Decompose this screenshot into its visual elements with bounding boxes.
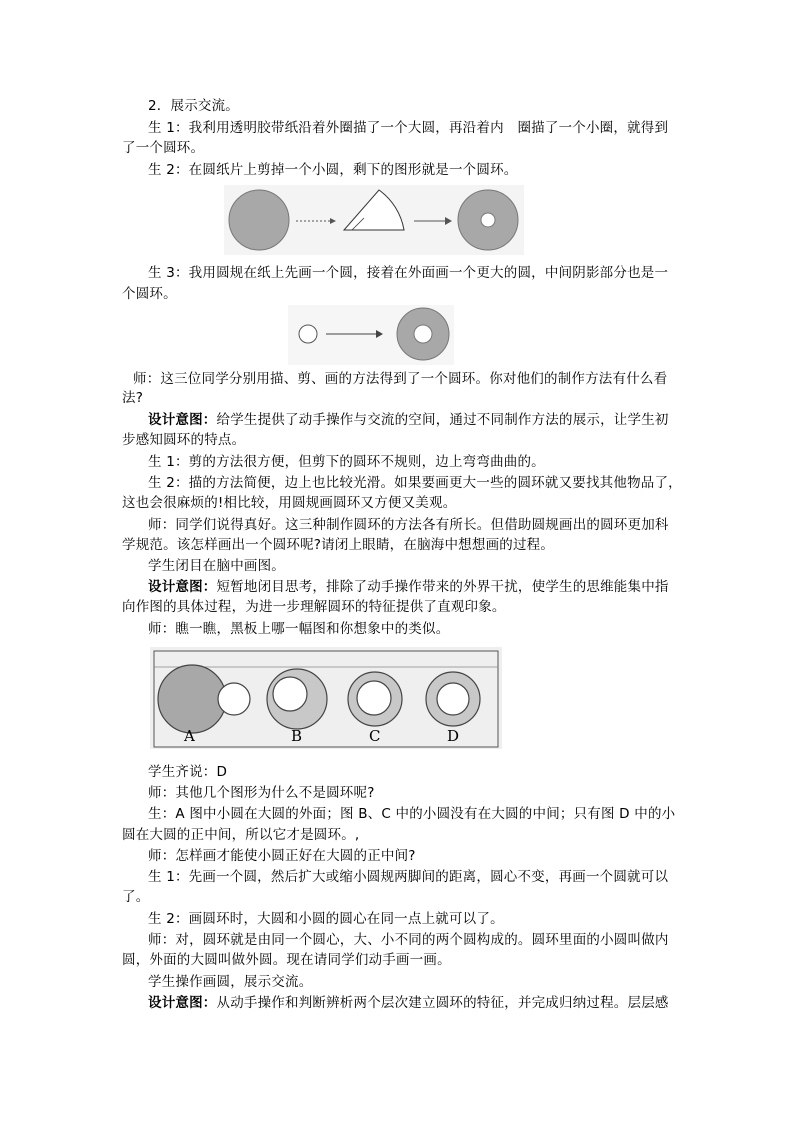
label-b: B xyxy=(291,727,303,745)
option-c-figure xyxy=(348,672,402,726)
text-line: 生 1：我利用透明胶带纸沿着外圈描了一个大圆，再沿着内 圈描了一个小圈，就得到 xyxy=(148,120,669,136)
text-line: 学生齐说：D xyxy=(148,764,228,780)
text-line: 向作图的具体过程，为进一步理解圆环的特征提供了直观印象。 xyxy=(122,599,506,615)
text-line: 生 3：我用圆规在纸上先画一个圆，接着在外面画一个更大的圆，中间阴影部分也是一 xyxy=(148,265,669,281)
text-line: 设计意图：从动手操作和判断辨析两个层次建立圆环的特征，并完成归纳过程。层层感 xyxy=(148,995,669,1011)
text-line: 设计意图：给学生提供了动手操作与交流的空间，通过不同制作方法的展示，让学生初 xyxy=(148,412,669,428)
text-line: 师：对，圆环就是由同一个圆心，大、小不同的两个圆构成的。圆环里面的小圆叫做内 xyxy=(148,932,669,948)
text-line: 了。 xyxy=(122,889,150,905)
text-line: 生 2：描的方法简便，边上也比较光滑。如果要画更大一些的圆环就又要找其他物品了， xyxy=(148,475,682,491)
text-line: 师：这三位同学分别用描、剪、画的方法得到了一个圆环。你对他们的制作方法有什么看 xyxy=(133,371,668,387)
text-line: 师：怎样画才能使小圆正好在大圆的正中间? xyxy=(148,848,416,864)
text-line: 设计意图：短暂地闭目思考，排除了动手操作带来的外界干扰，使学生的思维能集中指 xyxy=(148,579,669,595)
label-c: C xyxy=(369,727,381,745)
label-d: D xyxy=(447,727,460,745)
text-line: 学生操作画圆，展示交流。 xyxy=(148,974,313,990)
bold-label: 设计意图： xyxy=(148,579,217,595)
text-line: 了一个圆环。 xyxy=(122,140,205,156)
option-b-figure xyxy=(267,669,327,729)
text-line: 圆，外面的大圆叫做外圆。现在请同学们动手画一画。 xyxy=(122,952,451,968)
text-line: 生 1：剪的方法很方便，但剪下的圆环不规则，边上弯弯曲曲的。 xyxy=(148,454,545,470)
figure-circle-options xyxy=(150,647,502,749)
text-line: 这也会很麻烦的!相比较，用圆规画圆环又方便又美观。 xyxy=(122,495,457,511)
text-line: 学生闭目在脑中画图。 xyxy=(148,558,285,574)
text-line: 生：A 图中小圆在大圆的外面；图 B、C 中的小圆没有在大圆的中间；只有图 D 中的小 xyxy=(148,806,676,822)
text-line: 法? xyxy=(122,390,144,406)
text-line: 圆在大圆的正中间，所以它才是圆环。, xyxy=(122,827,360,843)
text-line: 生 1：先画一个圆，然后扩大或缩小圆规两脚间的距离，圆心不变，再画一个圆就可以 xyxy=(148,869,669,885)
figure-compass-process xyxy=(288,305,454,365)
text-line: 学规范。该怎样画出一个圆环呢?请闭上眼睛，在脑海中想想画的过程。 xyxy=(122,537,555,553)
text-line: 师：瞧一瞧，黑板上哪一幅图和你想象中的类似。 xyxy=(148,621,450,637)
text-line: 步感知圆环的特点。 xyxy=(122,432,246,448)
solid-circle xyxy=(229,190,289,250)
text-line: 生 2：画圆环时，大圆和小圆的圆心在同一点上就可以了。 xyxy=(148,911,504,927)
bold-label: 设计意图： xyxy=(148,995,217,1011)
text-line: 师：其他几个图形为什么不是圆环呢? xyxy=(148,785,375,801)
figure-cut-process xyxy=(224,185,524,255)
text-line: 2．展示交流。 xyxy=(148,98,239,114)
text-line: 师：同学们说得真好。这三种制作圆环的方法各有所长。但借助圆规画出的圆环更加科 xyxy=(148,517,669,533)
option-d-figure xyxy=(426,672,480,726)
bold-label: 设计意图： xyxy=(148,412,217,428)
small-circle xyxy=(299,325,317,343)
label-a: A xyxy=(184,727,195,745)
text-line: 生 2：在圆纸片上剪掉一个小圆，剩下的图形就是一个圆环。 xyxy=(148,162,518,178)
text-line: 个圆环。 xyxy=(122,286,177,302)
